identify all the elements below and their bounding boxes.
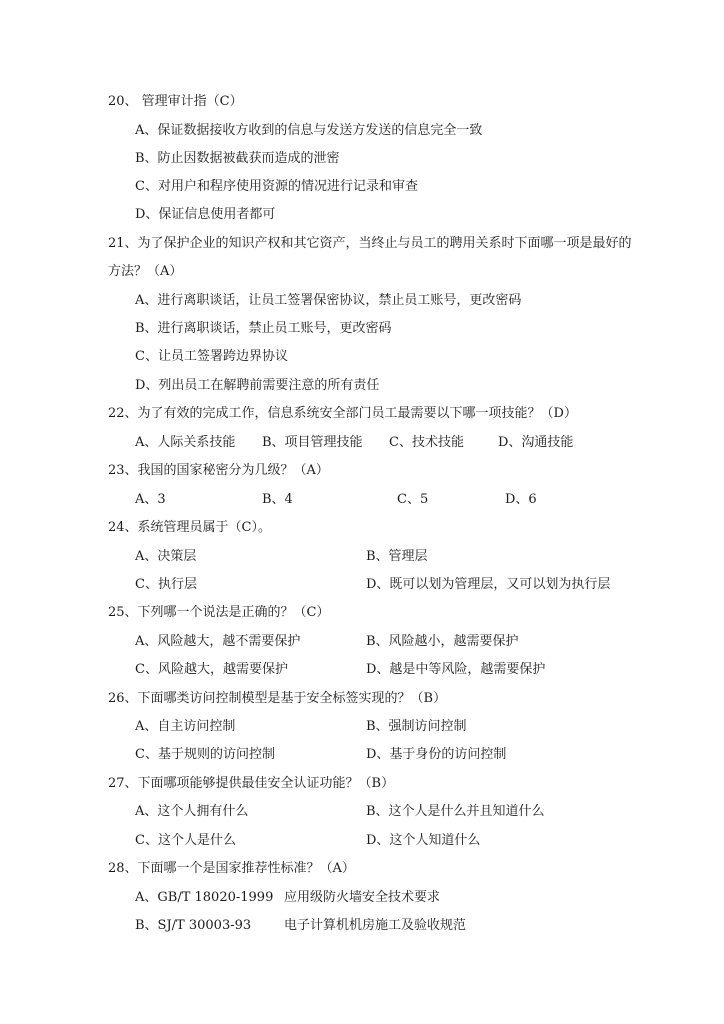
question-22-option-d: D、沟通技能 (498, 435, 574, 450)
question-21-option-b: B、进行离职谈话，禁止员工账号，更改密码 (135, 321, 392, 336)
question-21-option-a: A、进行离职谈话，让员工签署保密协议，禁止员工账号，更改密码 (135, 293, 522, 308)
question-26-stem: 26、下面哪类访问控制模型是基于安全标签实现的？（B） (108, 691, 447, 706)
question-25-stem: 25、下列哪一个说法是正确的？（C） (108, 605, 330, 620)
question-27-option-b: B、这个人是什么并且知道什么 (366, 804, 545, 819)
question-21-option-d: D、列出员工在解聘前需要注意的所有责任 (135, 378, 380, 393)
question-20-option-b: B、防止因数据被截获而造成的泄密 (135, 151, 340, 166)
question-20-option-d: D、保证信息使用者都可 (135, 207, 276, 222)
question-24-stem: 24、系统管理员属于（C）。 (108, 520, 271, 535)
question-22-option-c: C、技术技能 (389, 435, 464, 450)
question-28-option-b-code: B、SJ/T 30003-93 (135, 918, 252, 933)
question-26-option-c: C、基于规则的访问控制 (135, 747, 275, 762)
question-27-option-a: A、这个人拥有什么 (135, 804, 249, 819)
question-25-option-a: A、风险越大，越不需要保护 (135, 634, 301, 649)
question-23-option-d: D、6 (505, 492, 537, 507)
question-22-stem: 22、为了有效的完成工作，信息系统安全部门员工最需要以下哪一项技能？（D） (108, 406, 577, 421)
question-23-stem: 23、我国的国家秘密分为几级？（A） (108, 463, 329, 478)
question-28-option-b-title: 电子计算机机房施工及验收规范 (284, 918, 467, 933)
question-21-stem-continued: 方法？（A） (108, 264, 183, 279)
question-20-option-a: A、保证数据接收方收到的信息与发送方发送的信息完全一致 (135, 123, 483, 138)
question-28-stem: 28、下面哪一个是国家推荐性标准？（A） (108, 861, 355, 876)
question-20-stem: 20、 管理审计指（C） (108, 94, 243, 109)
question-23-option-a: A、3 (135, 492, 166, 507)
question-23-option-c: C、5 (397, 492, 429, 507)
question-21-stem: 21、为了保护企业的知识产权和其它资产，当终止与员工的聘用关系时下面哪一项是最好的 (108, 236, 632, 251)
question-20-option-c: C、对用户和程序使用资源的情况进行记录和审查 (135, 179, 418, 194)
question-21-option-c: C、让员工签署跨边界协议 (135, 349, 288, 364)
question-23-option-b: B、4 (262, 492, 293, 507)
question-27-stem: 27、下面哪项能够提供最佳安全认证功能？（B） (108, 776, 395, 791)
question-24-option-a: A、决策层 (135, 549, 197, 564)
question-26-option-d: D、基于身份的访问控制 (366, 747, 507, 762)
question-22-option-a: A、人际关系技能 (135, 435, 236, 450)
question-28-option-a-title: 应用级防火墙安全技术要求 (284, 890, 441, 905)
question-28-option-a-code: A、GB/T 18020-1999 (135, 890, 274, 905)
question-25-option-b: B、风险越小，越需要保护 (366, 634, 519, 649)
question-24-option-b: B、管理层 (366, 549, 428, 564)
question-25-option-c: C、风险越大，越需要保护 (135, 662, 288, 677)
question-27-option-c: C、这个人是什么 (135, 833, 236, 848)
question-27-option-d: D、这个人知道什么 (366, 833, 481, 848)
question-24-option-c: C、执行层 (135, 577, 197, 592)
question-26-option-b: B、强制访问控制 (366, 719, 467, 734)
question-25-option-d: D、越是中等风险，越需要保护 (366, 662, 546, 677)
question-24-option-d: D、既可以划为管理层，又可以划为执行层 (366, 577, 611, 592)
question-22-option-b: B、项目管理技能 (262, 435, 363, 450)
question-26-option-a: A、自主访问控制 (135, 719, 236, 734)
